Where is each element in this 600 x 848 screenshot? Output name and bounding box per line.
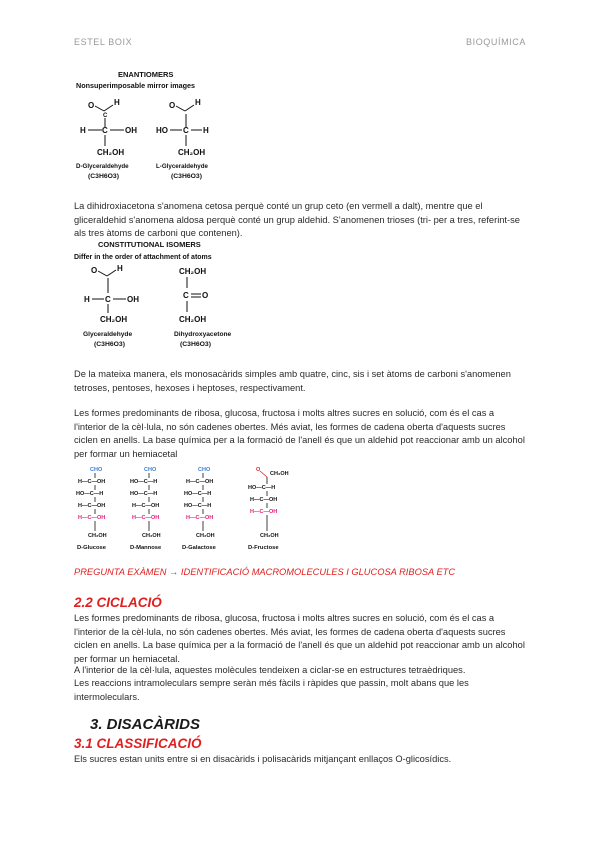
svg-text:CH₂OH: CH₂OH <box>88 533 107 539</box>
header-author: ESTEL BOIX <box>74 37 133 47</box>
dihydroxyacetone-structure <box>179 267 208 324</box>
d-glyceraldehyde-name: D-Glyceraldehyde <box>76 163 129 170</box>
svg-text:HO: HO <box>156 126 168 135</box>
svg-text:H: H <box>203 126 209 135</box>
constitutional-title: CONSTITUTIONAL ISOMERS <box>98 240 201 249</box>
svg-text:O: O <box>88 101 95 110</box>
constitutional-isomers-figure <box>74 240 249 350</box>
svg-text:H—C—OH: H—C—OH <box>78 479 106 485</box>
svg-text:O: O <box>256 467 261 473</box>
enantiomers-subtitle: Nonsuperimposable mirror images <box>76 81 196 90</box>
d-glucose-structure <box>76 467 107 539</box>
glyceraldehyde-structure <box>84 264 139 324</box>
svg-text:H—C—OH: H—C—OH <box>250 497 278 503</box>
svg-text:CH₂OH: CH₂OH <box>270 471 289 477</box>
svg-text:C: C <box>183 126 189 135</box>
svg-text:H—C—OH: H—C—OH <box>78 503 106 509</box>
paragraph-glycosidic: Els sucres estan units entre si en disacàrids i polisacàrids mitjançant enllaços O-glicosídics. <box>74 754 452 764</box>
svg-text:H: H <box>114 98 120 107</box>
svg-text:H: H <box>117 264 123 273</box>
svg-text:H—C—OH: H—C—OH <box>186 515 214 521</box>
l-glyceraldehyde-name: L-Glyceraldehyde <box>156 163 208 170</box>
svg-text:H: H <box>195 98 201 107</box>
svg-text:OH: OH <box>127 295 139 304</box>
glyceraldehyde-formula: (C3H6O3) <box>94 341 125 348</box>
svg-text:CHO: CHO <box>90 467 103 473</box>
svg-text:CH₂OH: CH₂OH <box>179 267 207 276</box>
svg-text:C: C <box>102 126 108 135</box>
dihydroxyacetone-formula: (C3H6O3) <box>180 341 211 348</box>
svg-text:CH₂OH: CH₂OH <box>142 533 161 539</box>
svg-text:O: O <box>169 101 176 110</box>
svg-text:H—C—OH: H—C—OH <box>78 515 106 521</box>
svg-text:CH₂OH: CH₂OH <box>178 148 206 157</box>
paragraph-intramolecular: Les reaccions intramoleculars sempre seràn més fàcils i ràpides que passin, molt abans que les intermoleculars. <box>74 678 469 702</box>
l-glyceraldehyde-formula: (C3H6O3) <box>171 173 202 180</box>
svg-text:CH₂OH: CH₂OH <box>100 315 128 324</box>
svg-text:HO—C—H: HO—C—H <box>248 485 276 491</box>
paragraph-tetrahedral: A l'interior de la cèl·lula, aquestes molècules tendeixen a ciclar-se en estructures tetraèdriques. <box>74 665 466 675</box>
paragraph-ciclacio: Les formes predominants de ribosa, glucosa, fructosa i molts altres sucres en solució, com és el cas a l'interior de la cèl·lula, no són cadenes obertes. Més aviat, les formes de cadena oberta d'aquests sucres ciclen en anells. La base química per a la formació de l'anell és que un aldehid pot reaccionar amb un alcohol per formar un hemiacetal. <box>74 613 525 664</box>
svg-text:H—C—OH: H—C—OH <box>132 503 160 509</box>
d-fructose-label: D-Fructose <box>248 545 279 551</box>
d-galactose-label: D-Galactose <box>182 545 216 551</box>
svg-text:HO—C—H: HO—C—H <box>130 491 158 497</box>
svg-text:CH₂OH: CH₂OH <box>260 533 279 539</box>
svg-text:CH₂OH: CH₂OH <box>179 315 207 324</box>
svg-text:CH₂OH: CH₂OH <box>196 533 215 539</box>
svg-text:CH₂OH: CH₂OH <box>97 148 125 157</box>
enantiomers-title: ENANTIOMERS <box>118 70 174 79</box>
svg-text:O: O <box>91 266 98 275</box>
d-glyceraldehyde-structure <box>80 98 137 157</box>
d-glyceraldehyde-formula: (C3H6O3) <box>88 173 119 180</box>
glyceraldehyde-name: Glyceraldehyde <box>83 331 133 338</box>
svg-text:HO—C—H: HO—C—H <box>76 491 104 497</box>
svg-text:O: O <box>202 291 209 300</box>
svg-text:H: H <box>80 126 86 135</box>
svg-text:C: C <box>103 113 108 119</box>
svg-text:HO—C—H: HO—C—H <box>184 491 212 497</box>
paragraph-cyclization-intro: Les formes predominants de ribosa, glucosa, fructosa i molts altres sucres en solució, com és el cas a l'interior de la cèl·lula, no són cadenes obertes. Més aviat, les formes de cadena oberta d'aquests sucres ciclen en anells. La base química per a la formació de l'anell és que un aldehid pot reaccionar amb un alcohol per formar un hemiacetal <box>74 408 525 459</box>
dihydroxyacetone-name: Dihydroxyacetone <box>174 331 232 338</box>
svg-text:H—C—OH: H—C—OH <box>250 509 278 515</box>
d-galactose-structure <box>184 467 215 539</box>
svg-text:C: C <box>105 295 111 304</box>
constitutional-subtitle: Differ in the order of attachment of atoms <box>74 254 212 261</box>
svg-text:OH: OH <box>125 126 137 135</box>
section-heading-classificacio: 3.1 CLASSIFICACIÓ <box>74 736 202 751</box>
svg-text:H—C—OH: H—C—OH <box>186 479 214 485</box>
svg-text:H—C—OH: H—C—OH <box>132 515 160 521</box>
d-mannose-structure <box>130 467 161 539</box>
header-subject: BIOQUÍMICA <box>465 37 526 47</box>
section-heading-disacarids: 3. DISACÀRIDS <box>90 716 201 733</box>
svg-text:C: C <box>183 291 189 300</box>
paragraph-trioses: La dihidroxiacetona s'anomena cetosa perquè conté un grup ceto (en vermell a dalt), mentre que el gliceraldehid s'anomena aldosa perquè conté un grup aldehid. S'anomenen trioses (tri- per a tres, referint-se als tres àtoms de carboni que contenen). <box>74 201 520 238</box>
paragraph-monosaccharides: De la mateixa manera, els monosacàrids simples amb quatre, cinc, sis i set àtoms de carboni s'anomenen tetroses, pentoses, hexoses i heptoses, respectivament. <box>74 369 511 393</box>
svg-text:HO—C—H: HO—C—H <box>184 503 212 509</box>
svg-text:CHO: CHO <box>198 467 211 473</box>
svg-text:H: H <box>84 295 90 304</box>
l-glyceraldehyde-structure <box>156 98 209 157</box>
d-glucose-label: D-Glucose <box>77 545 106 551</box>
section-heading-ciclacio: 2.2 CICLACIÓ <box>74 595 162 610</box>
svg-text:CHO: CHO <box>144 467 157 473</box>
hexoses-figure <box>74 465 304 553</box>
svg-text:HO—C—H: HO—C—H <box>130 479 158 485</box>
enantiomers-figure <box>74 68 244 183</box>
d-fructose-structure <box>248 467 289 539</box>
exam-question-note: PREGUNTA EXÀMEN → IDENTIFICACIÓ MACROMOLECULES I GLUCOSA RIBOSA ETC <box>74 567 456 577</box>
d-mannose-label: D-Mannose <box>130 545 162 551</box>
